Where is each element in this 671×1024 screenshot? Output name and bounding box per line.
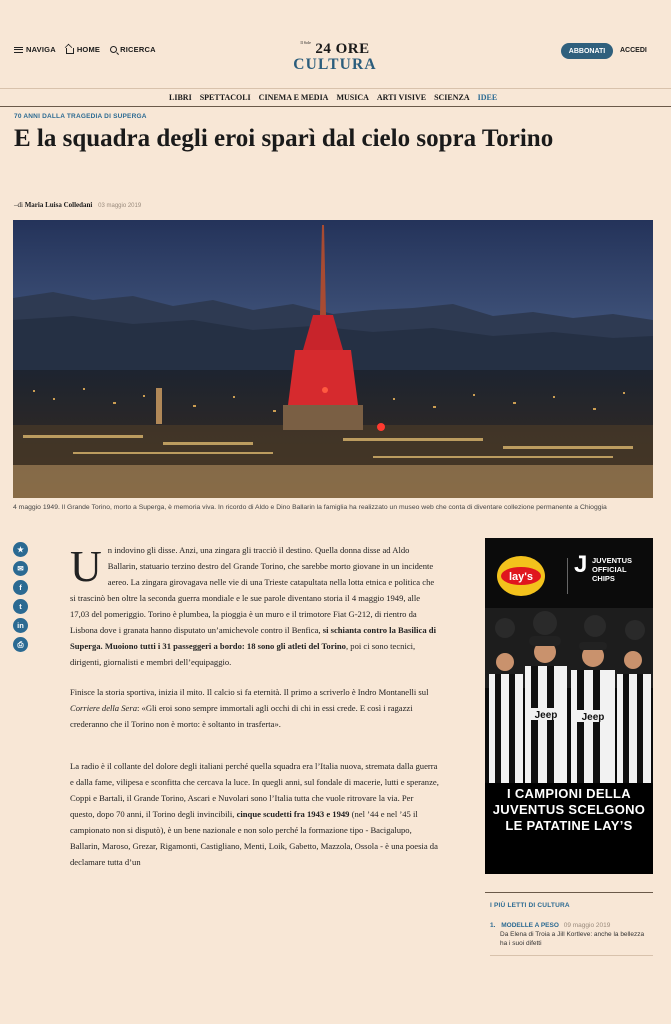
category-nav: [169, 93, 497, 102]
byline: [14, 201, 141, 209]
p1-text-a: n indovino gli disse. Anzi, una zingara gli tracciò il destino. Quella donna disse ad Aldo Ballarin, statuario terzino destro del Grande Torino, che sarebbe morto giovane in un incidente aereo. La zingara girovagava nelle vie di una Trieste catapultata nella lotta etnica e politica che si trascinò ben oltre la seconda guerra mondiale e le sue parole diventano storia il 4 maggio 1949, alle 17,03 del pomeriggio. Torino è plumbea, la pioggia è un muro e il trimotore Fiat G-212, di rientro da Lisbona dove i granata hanno disputato un’amichevole contro il Benfica,: [70, 545, 435, 635]
paragraph-3: [70, 758, 440, 870]
site-logo[interactable]: [270, 40, 400, 74]
most-read-date: 09 maggio 2019: [563, 922, 611, 929]
turin-night-skyline: [13, 220, 653, 498]
nav-ricerca-label: RICERCA: [120, 45, 156, 54]
star-icon[interactable]: ★: [13, 542, 28, 557]
category-musica[interactable]: MUSICA: [336, 93, 369, 102]
category-idee[interactable]: IDEE: [477, 93, 498, 102]
hero-photo: [13, 220, 653, 498]
most-read-kicker: MODELLE A PESO: [501, 922, 559, 929]
facebook-icon[interactable]: f: [13, 580, 28, 595]
page-bottom-fill: [0, 962, 671, 1024]
author-link[interactable]: Maria Luisa Colledani: [24, 201, 93, 209]
juventus-logo-icon: J: [574, 551, 588, 578]
nav-home[interactable]: [66, 45, 100, 54]
nav-naviga[interactable]: [14, 45, 56, 54]
byline-prefix: –di: [14, 201, 23, 209]
p1-text-b: , poi ci sono tecnici, dirigenti, giornalisti e membri dell’equipaggio.: [70, 641, 416, 667]
sidebar-divider: [485, 892, 653, 893]
home-icon: [66, 48, 74, 54]
drop-cap: U: [70, 542, 102, 591]
article-title: E la squadra degli eroi sparì dal cielo sopra Torino: [14, 125, 554, 152]
p3-bold: cinque scudetti fra 1943 e 1949: [236, 809, 350, 819]
article-kicker[interactable]: 70 ANNI DALLA TRAGEDIA DI SUPERGA: [14, 113, 147, 120]
most-read-title[interactable]: Da Elena di Troia a Jill Kortleve: anche la bellezza ha i suoi difetti: [500, 931, 645, 947]
menu-icon: [14, 47, 23, 53]
header-divider: [0, 88, 671, 89]
linkedin-icon[interactable]: in: [13, 618, 28, 633]
twitter-icon[interactable]: t: [13, 599, 28, 614]
paragraph-2: [70, 684, 440, 732]
ad-brand: lay's: [508, 571, 534, 583]
paragraph-1: [70, 542, 440, 670]
logo-small: Il Sole: [300, 40, 311, 45]
category-libri[interactable]: LIBRI: [169, 93, 192, 102]
advertisement[interactable]: [485, 538, 653, 874]
category-cinema-e-media[interactable]: CINEMA E MEDIA: [258, 93, 329, 102]
ad-headline: I CAMPIONI DELLA JUVENTUS SCELGONO LE PATATINE LAY’S: [492, 786, 646, 833]
ad-artwork: [485, 538, 653, 783]
category-scienza[interactable]: SCIENZA: [434, 93, 470, 102]
p2-italic: Corriere della Sera: [70, 703, 137, 713]
article-date: 03 maggio 2019: [98, 203, 142, 209]
print-icon[interactable]: ⎙: [13, 637, 28, 652]
p3-text-a: La radio è il collante del dolore degli italiani perché quella squadra era l’Italia nuova, stremata dalla guerra e dalla fame, vilipesa e sconfitta che cercava la luce. In quegli anni, sul fondale di macerie, lutti e speranze, Coppi e Bartali, il Grande Torino, Ascari e Nuvolari sono l’Italia tutta che vuole ritrovare la via. Per questo, dopo 70 anni, il Torino degli invincibili,: [70, 761, 439, 819]
p2-text-b: : «Gli eroi sono sempre immortali agli occhi di chi in essi crede. E così i ragazzi crederanno che il Torino non è morto: è soltanto in trasferta».: [70, 703, 413, 729]
search-icon: [110, 46, 117, 53]
ad-shirt-text-1: Jeep: [534, 710, 558, 721]
photo-caption: 4 maggio 1949. Il Grande Torino, morto a Superga, è memoria viva. In ricordo di Aldo e Dino Ballarin la famiglia ha realizzato un museo web che conta di diventare collezione permanente a Chioggia: [13, 504, 607, 511]
p1-bold: si schianta contro la Basilica di Superga. Muoiono tutti i 31 passeggeri a bordo: 18 sono gli atleti del Torino: [70, 625, 436, 651]
category-divider: [0, 106, 671, 107]
nav-ricerca[interactable]: [110, 45, 156, 54]
logo-section: CULTURA: [293, 56, 377, 73]
most-read-heading: I PIÙ LETTI DI CULTURA: [490, 902, 570, 909]
ad-partner: JUVENTUS OFFICIAL CHIPS: [592, 556, 633, 583]
nav-home-label: HOME: [76, 45, 101, 54]
sidebar-item-divider: [490, 955, 653, 956]
p3-text-b: (nel ’44 e nel ’45 il campionato non si disputò), è un bene nazionale e non solo perché la formazione tipo - Bacigalupo, Ballarin, Maroso, Grezar, Rigamonti, Castigliano, Menti, Loik, Gabetto, Mazzola, Ossola - è una poesia da declamare tutta d’un: [70, 809, 438, 867]
ad-shirt-text-2: Jeep: [581, 712, 605, 723]
most-read-number: 1.: [490, 922, 496, 929]
list-item[interactable]: [490, 921, 650, 948]
share-bar: [13, 542, 28, 652]
logo-main: 24 ORE: [315, 41, 370, 57]
comment-icon[interactable]: ✉: [13, 561, 28, 576]
p2-text-a: Finisce la storia sportiva, inizia il mito. Il calcio si fa eternità. Il primo a scriverlo è Indro Montanelli sul: [70, 687, 429, 697]
subscribe-button[interactable]: ABBONATI: [561, 43, 613, 59]
login-link[interactable]: ACCEDI: [620, 47, 647, 54]
article-body: [70, 542, 440, 884]
category-arti-visive[interactable]: ARTI VISIVE: [376, 93, 427, 102]
nav-naviga-label: NAVIGA: [26, 45, 56, 54]
category-spettacoli[interactable]: SPETTACOLI: [199, 93, 251, 102]
top-nav: [14, 45, 156, 54]
